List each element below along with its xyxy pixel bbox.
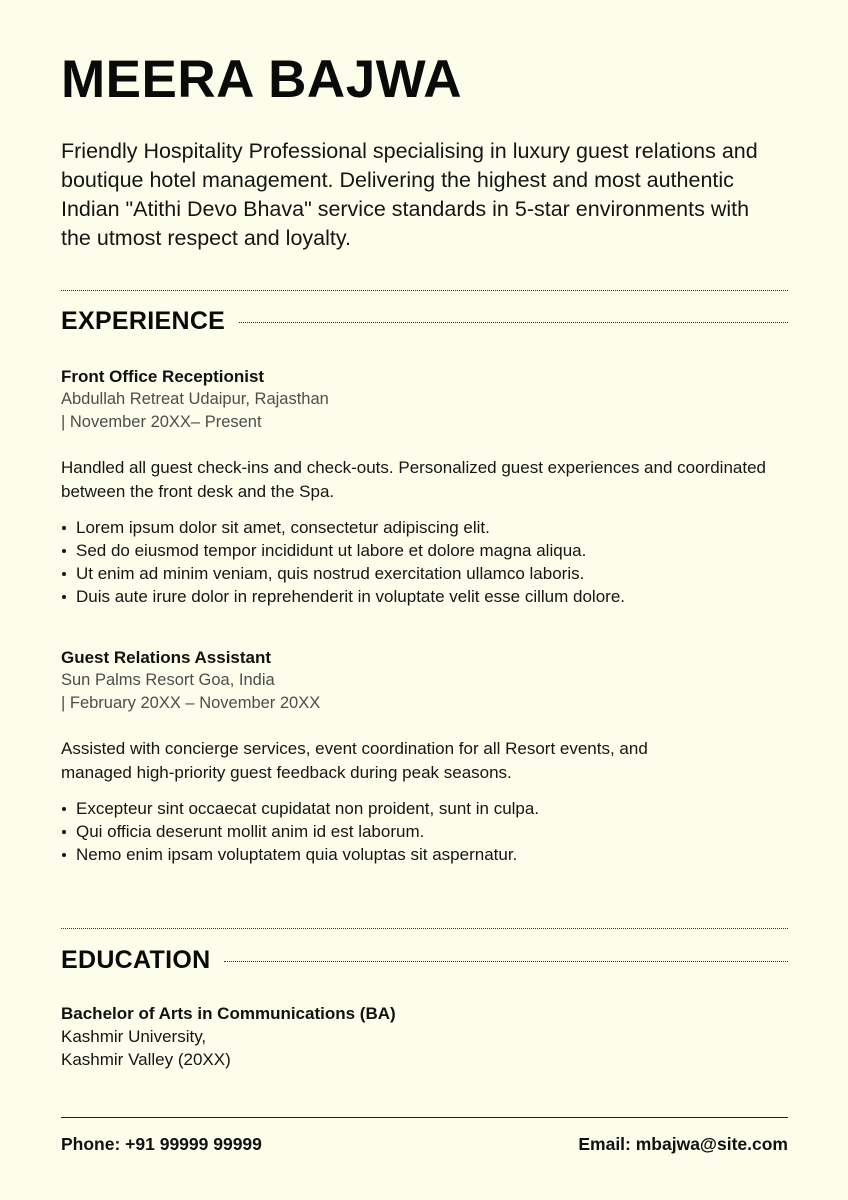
list-item: Excepteur sint occaecat cupidatat non proident, sunt in culpa.	[61, 797, 788, 820]
education-entry	[61, 1002, 788, 1071]
job-company: Abdullah Retreat Udaipur, Rajasthan	[61, 390, 329, 408]
phone-number: Phone: +91 99999 99999	[61, 1134, 262, 1154]
email-address[interactable]: Email: mbajwa@site.com	[578, 1134, 788, 1154]
degree-title: Bachelor of Arts in Communications (BA)	[61, 1004, 396, 1023]
school-location: Kashmir Valley (20XX)	[61, 1050, 231, 1069]
section-divider	[61, 290, 788, 291]
job-description: Handled all guest check-ins and check-outs. Personalized guest experiences and coordinated between the front desk and the Spa.	[61, 458, 766, 501]
job-dates: | November 20XX– Present	[61, 413, 262, 431]
footer-divider	[61, 1117, 788, 1118]
job-company: Sun Palms Resort Goa, India	[61, 671, 275, 689]
list-item: Sed do eiusmod tempor incididunt ut labore et dolore magna aliqua.	[61, 539, 788, 562]
job-bullet-list	[61, 516, 788, 608]
experience-heading: EXPERIENCE	[61, 306, 226, 335]
resume-page	[61, 0, 788, 1200]
education-heading: EDUCATION	[61, 945, 211, 974]
list-item: Ut enim ad minim veniam, quis nostrud exercitation ullamco laboris.	[61, 562, 788, 585]
candidate-name: MEERA BAJWA	[61, 50, 463, 109]
job-description: Assisted with concierge services, event coordination for all Resort events, and managed high-priority guest feedback during peak seasons.	[61, 739, 648, 782]
list-item: Lorem ipsum dolor sit amet, consectetur adipiscing elit.	[61, 516, 788, 539]
job-dates: | February 20XX – November 20XX	[61, 694, 321, 712]
education-section-header	[61, 943, 788, 977]
heading-rule	[239, 322, 788, 323]
list-item: Qui officia deserunt mollit anim id est laborum.	[61, 820, 788, 843]
job-title: Front Office Receptionist	[61, 367, 265, 386]
job-entry	[61, 646, 788, 866]
heading-rule	[224, 961, 788, 962]
section-divider	[61, 928, 788, 929]
job-title: Guest Relations Assistant	[61, 648, 272, 667]
professional-summary: Friendly Hospitality Professional specialising in luxury guest relations and boutique hotel management. Delivering the highest and most authentic Indian "Atithi Devo Bhava" service standards in 5-star environments with the utmost respect and loyalty.	[61, 139, 758, 250]
job-bullet-list	[61, 797, 788, 866]
list-item: Nemo enim ipsam voluptatem quia voluptas sit aspernatur.	[61, 843, 788, 866]
contact-footer	[61, 1132, 788, 1156]
job-entry	[61, 365, 788, 608]
list-item: Duis aute irure dolor in reprehenderit in voluptate velit esse cillum dolore.	[61, 585, 788, 608]
school-name: Kashmir University,	[61, 1027, 207, 1046]
experience-section-header	[61, 304, 788, 338]
